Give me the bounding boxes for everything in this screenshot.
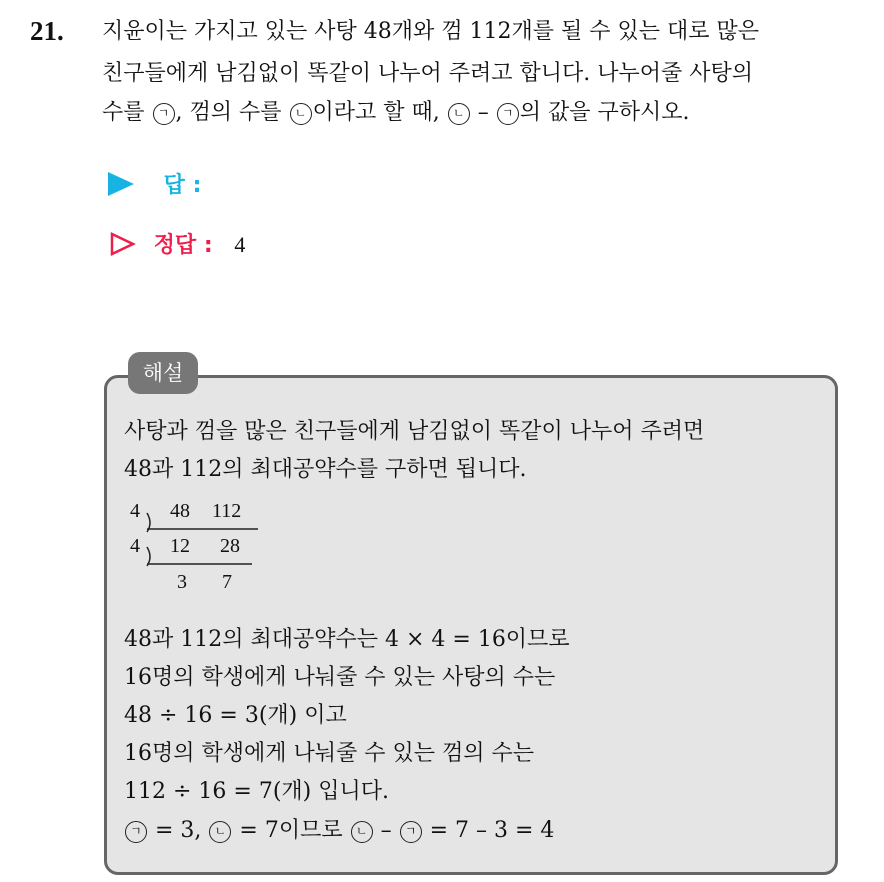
explanation-line-4: 16명의 학생에게 나눠줄 수 있는 사탕의 수는 bbox=[124, 665, 556, 690]
question-text: 이라고 할 때, bbox=[312, 100, 440, 125]
correct-answer-value: 4 bbox=[234, 232, 246, 257]
question-text: 의 값을 구하시오. bbox=[519, 100, 690, 125]
explanation-text: = 7 – 3 = 4 bbox=[429, 818, 555, 843]
question-line-1: 지윤이는 가지고 있는 사탕 48개와 껌 112개를 될 수 있는 대로 많은 bbox=[102, 19, 759, 44]
explanation-line-2: 48과 112의 최대공약수를 구하면 됩니다. bbox=[124, 457, 527, 482]
explanation-line-6: 16명의 학생에게 나눠줄 수 있는 껌의 수는 bbox=[124, 741, 534, 766]
dividend-48: 48 bbox=[170, 500, 190, 522]
circled-giyeok-mark: ㄱ bbox=[125, 821, 147, 843]
question-line-2: 친구들에게 남김없이 똑같이 나누어 주려고 합니다. 나누어줄 사탕의 bbox=[102, 61, 754, 86]
minus-sign: – bbox=[380, 818, 392, 843]
question-text: , 껌의 수를 bbox=[175, 100, 282, 125]
quotient-12: 12 bbox=[170, 535, 190, 557]
explanation-line-8 bbox=[124, 813, 554, 844]
circled-nieun-mark: ㄴ bbox=[290, 103, 312, 125]
explanation-line-5: 48 ÷ 16 = 3(개) 이고 bbox=[124, 703, 347, 728]
minus-sign: – bbox=[477, 100, 489, 125]
correct-answer-label: 정답 : bbox=[153, 233, 213, 258]
circled-nieun-mark: ㄴ bbox=[351, 821, 373, 843]
outline-triangle-icon bbox=[110, 232, 136, 256]
explanation-text: = 3, bbox=[155, 818, 202, 843]
question-line-3 bbox=[102, 95, 690, 126]
circled-nieun-mark: ㄴ bbox=[209, 821, 231, 843]
question-number: 21. bbox=[30, 16, 64, 46]
explanation-line-7: 112 ÷ 16 = 7(개) 입니다. bbox=[124, 779, 389, 804]
answer-label: 답 : bbox=[163, 173, 202, 198]
quotient-7: 7 bbox=[222, 571, 232, 593]
dividend-112: 112 bbox=[212, 500, 242, 522]
ladder-division bbox=[128, 495, 288, 605]
circled-giyeok-mark: ㄱ bbox=[400, 821, 422, 843]
play-triangle-icon bbox=[108, 172, 134, 196]
divisor-1: 4 bbox=[130, 500, 140, 522]
quotient-3: 3 bbox=[177, 571, 187, 593]
explanation-tag: 해설 bbox=[128, 352, 198, 394]
explanation-text: = 7이므로 bbox=[239, 818, 343, 843]
circled-giyeok-mark: ㄱ bbox=[153, 103, 175, 125]
circled-giyeok-mark: ㄱ bbox=[497, 103, 519, 125]
divisor-2: 4 bbox=[130, 535, 140, 557]
answer-row bbox=[108, 168, 201, 199]
explanation-line-1: 사탕과 껌을 많은 친구들에게 남김없이 똑같이 나누어 주려면 bbox=[124, 419, 705, 444]
correct-answer-row bbox=[110, 228, 245, 259]
explanation-line-3: 48과 112의 최대공약수는 4 × 4 = 16이므로 bbox=[124, 627, 570, 652]
division-lines bbox=[128, 495, 288, 605]
quotient-28: 28 bbox=[220, 535, 240, 557]
circled-nieun-mark: ㄴ bbox=[448, 103, 470, 125]
question-text: 수를 bbox=[102, 100, 145, 125]
